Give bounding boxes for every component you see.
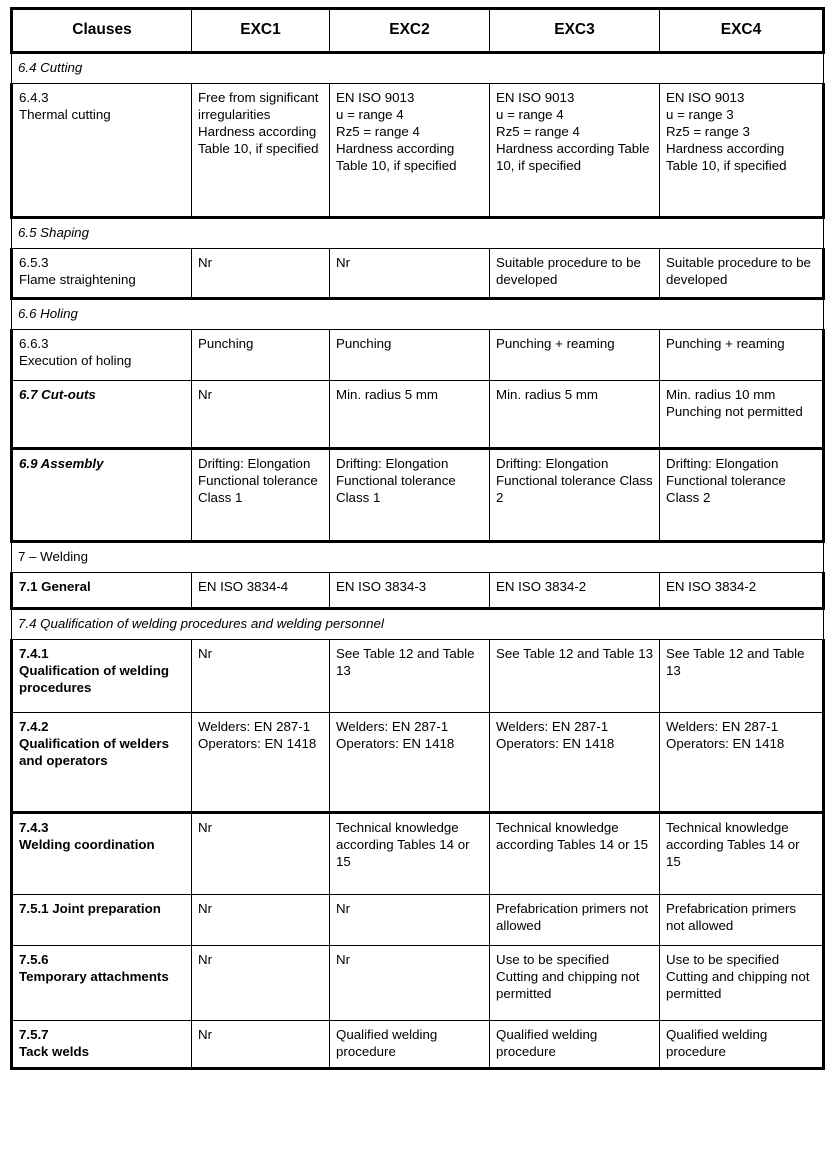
cell-text: Hardness according Table 10, if specified xyxy=(336,140,457,173)
cell-7-4-2-exc4 xyxy=(660,712,824,812)
cell-6-4-3-exc3 xyxy=(490,83,660,217)
column-header-clauses: Clauses xyxy=(12,9,192,53)
table-row-6-9 xyxy=(12,448,824,541)
section-heading-6-5-shaping: 6.5 Shaping xyxy=(12,217,824,248)
cell-text: Operators: EN 1418 xyxy=(336,735,455,751)
clause-number: 6.4.3 xyxy=(19,89,49,105)
cell-text: Drifting: Elongation Functional tolerance Class 2 xyxy=(666,455,786,505)
clause-title: Thermal cutting xyxy=(19,106,111,122)
cell-text: Qualified welding procedure xyxy=(336,1026,438,1059)
clause-number: 7.5.6 xyxy=(19,951,49,967)
cell-text: EN ISO 9013 xyxy=(496,89,575,105)
clause-cell-6-9 xyxy=(12,448,192,541)
table-row-7-4-3 xyxy=(12,812,824,894)
cell-text: Nr xyxy=(336,900,351,916)
cell-text: u = range 3 xyxy=(666,106,734,122)
table-container xyxy=(10,7,822,1070)
cell-7-5-1-exc2 xyxy=(330,894,490,945)
clause-cell-6-6-3 xyxy=(12,329,192,380)
cell-6-7-exc2 xyxy=(330,380,490,448)
cell-6-4-3-exc2 xyxy=(330,83,490,217)
cell-text: Technical knowledge according Tables 14 or 15 xyxy=(666,819,800,869)
cell-text: Min. radius 10 mm Punching not permitted xyxy=(666,386,803,419)
clause-title: Welding coordination xyxy=(19,836,155,852)
clause-title: Qualification of welders and operators xyxy=(19,735,169,768)
cell-7-5-6-exc2 xyxy=(330,945,490,1020)
section-heading-6-4-cutting: 6.4 Cutting xyxy=(12,52,824,83)
cell-text: Rz5 = range 4 xyxy=(336,123,420,139)
cell-text: Drifting: Elongation Functional tolerance Class 1 xyxy=(198,455,318,505)
cell-text: Prefabrication primers not allowed xyxy=(666,900,797,933)
cell-text: Suitable procedure to be developed xyxy=(496,254,641,287)
cell-text: Welders: EN 287-1 xyxy=(496,718,609,734)
cell-7-4-1-exc4 xyxy=(660,639,824,712)
cell-7-5-6-exc3 xyxy=(490,945,660,1020)
cell-text: See Table 12 and Table 13 xyxy=(666,645,805,678)
clause-cell-7-5-1 xyxy=(12,894,192,945)
cell-text: u = range 4 xyxy=(496,106,564,122)
cell-6-6-3-exc2 xyxy=(330,329,490,380)
section-heading-6-6-holing: 6.6 Holing xyxy=(12,298,824,329)
cell-7-4-2-exc3 xyxy=(490,712,660,812)
table-row-7-4-1 xyxy=(12,639,824,712)
table-row-6-4-3 xyxy=(12,83,824,217)
clause-cell-7-4-3 xyxy=(12,812,192,894)
cell-text: Use to be specified xyxy=(496,951,610,967)
cell-text: Nr xyxy=(336,951,351,967)
cell-text: EN ISO 9013 xyxy=(666,89,745,105)
section-header-row-7 xyxy=(12,541,824,572)
cell-7-4-1-exc2 xyxy=(330,639,490,712)
cell-text: Use to be specified xyxy=(666,951,780,967)
cell-text: Cutting and chipping not permitted xyxy=(666,968,810,1001)
clause-title: 7.5.1 Joint preparation xyxy=(19,900,161,916)
cell-text: Nr xyxy=(198,951,213,967)
cell-6-5-3-exc1 xyxy=(192,248,330,298)
cell-7-5-7-exc1 xyxy=(192,1020,330,1068)
column-header-exc1: EXC1 xyxy=(192,9,330,53)
cell-text: See Table 12 and Table 13 xyxy=(496,645,653,661)
clause-title: 6.9 Assembly xyxy=(19,455,104,471)
section-header-row-6-4 xyxy=(12,52,824,83)
clause-cell-7-1 xyxy=(12,572,192,608)
column-header-exc2: EXC2 xyxy=(330,9,490,53)
clause-title: Temporary attachments xyxy=(19,968,169,984)
clause-cell-6-5-3 xyxy=(12,248,192,298)
cell-text: Punching xyxy=(198,335,254,351)
cell-6-7-exc1 xyxy=(192,380,330,448)
clause-cell-6-4-3 xyxy=(12,83,192,217)
clause-number: 6.5.3 xyxy=(19,254,49,270)
execution-class-requirements-table xyxy=(10,7,825,1070)
table-row-6-7 xyxy=(12,380,824,448)
clause-title: Tack welds xyxy=(19,1043,89,1059)
cell-text: Min. radius 5 mm xyxy=(336,386,438,402)
cell-6-6-3-exc3 xyxy=(490,329,660,380)
cell-6-9-exc1 xyxy=(192,448,330,541)
clause-title: Execution of holing xyxy=(19,352,132,368)
table-row-7-1 xyxy=(12,572,824,608)
cell-text: Welders: EN 287-1 xyxy=(336,718,449,734)
cell-6-5-3-exc2 xyxy=(330,248,490,298)
cell-7-5-1-exc3 xyxy=(490,894,660,945)
clause-cell-7-5-7 xyxy=(12,1020,192,1068)
cell-text: Nr xyxy=(198,386,213,402)
clause-title: 6.7 Cut-outs xyxy=(19,386,96,402)
cell-7-5-1-exc1 xyxy=(192,894,330,945)
section-header-row-6-6 xyxy=(12,298,824,329)
cell-7-1-exc4 xyxy=(660,572,824,608)
cell-7-5-1-exc4 xyxy=(660,894,824,945)
cell-text: Technical knowledge according Tables 14 or 15 xyxy=(336,819,470,869)
clause-cell-6-7 xyxy=(12,380,192,448)
cell-text: EN ISO 3834-3 xyxy=(336,578,427,594)
cell-text: Prefabrication primers not allowed xyxy=(496,900,649,933)
clause-number: 7.4.1 xyxy=(19,645,49,661)
clause-title: Qualification of welding procedures xyxy=(19,662,169,695)
clause-number: 7.4.3 xyxy=(19,819,49,835)
cell-7-1-exc3 xyxy=(490,572,660,608)
cell-text: Punching + reaming xyxy=(496,335,615,351)
clause-title: Flame straightening xyxy=(19,271,136,287)
cell-6-5-3-exc3 xyxy=(490,248,660,298)
cell-text: Free from significant irregularities Hardness according Table 10, if specified xyxy=(198,89,319,156)
column-header-exc3: EXC3 xyxy=(490,9,660,53)
column-header-exc4: EXC4 xyxy=(660,9,824,53)
cell-text: Suitable procedure to be developed xyxy=(666,254,811,287)
cell-7-4-1-exc3 xyxy=(490,639,660,712)
cell-text: Qualified welding procedure xyxy=(496,1026,598,1059)
cell-text: Nr xyxy=(198,900,213,916)
cell-7-4-3-exc2 xyxy=(330,812,490,894)
cell-7-1-exc2 xyxy=(330,572,490,608)
cell-6-6-3-exc1 xyxy=(192,329,330,380)
clause-cell-7-5-6 xyxy=(12,945,192,1020)
clause-title: 7.1 General xyxy=(19,578,91,594)
cell-text: Nr xyxy=(198,645,213,661)
section-header-row-6-5 xyxy=(12,217,824,248)
cell-text: EN ISO 3834-2 xyxy=(496,578,587,594)
cell-text: Rz5 = range 3 xyxy=(666,123,750,139)
table-row-7-5-6 xyxy=(12,945,824,1020)
cell-text: Welders: EN 287-1 xyxy=(198,718,311,734)
table-row-6-5-3 xyxy=(12,248,824,298)
cell-text: Operators: EN 1418 xyxy=(496,735,615,751)
cell-text: Nr xyxy=(336,254,351,270)
cell-6-4-3-exc1 xyxy=(192,83,330,217)
cell-text: Punching xyxy=(336,335,392,351)
clause-cell-7-4-2 xyxy=(12,712,192,812)
cell-6-5-3-exc4 xyxy=(660,248,824,298)
section-header-row-7-4 xyxy=(12,608,824,639)
cell-7-4-2-exc2 xyxy=(330,712,490,812)
cell-7-5-6-exc4 xyxy=(660,945,824,1020)
cell-6-4-3-exc4 xyxy=(660,83,824,217)
cell-text: EN ISO 9013 xyxy=(336,89,415,105)
cell-6-7-exc4 xyxy=(660,380,824,448)
cell-7-4-2-exc1 xyxy=(192,712,330,812)
cell-text: Operators: EN 1418 xyxy=(666,735,785,751)
clause-cell-7-4-1 xyxy=(12,639,192,712)
cell-text: Nr xyxy=(198,1026,213,1042)
clause-number: 7.4.2 xyxy=(19,718,49,734)
cell-text: Cutting and chipping not permitted xyxy=(496,968,640,1001)
cell-text: Technical knowledge according Tables 14 or 15 xyxy=(496,819,649,852)
cell-text: Hardness according Table 10, if specified xyxy=(666,140,787,173)
cell-7-5-7-exc3 xyxy=(490,1020,660,1068)
cell-7-5-6-exc1 xyxy=(192,945,330,1020)
clause-number: 6.6.3 xyxy=(19,335,49,351)
cell-text: See Table 12 and Table 13 xyxy=(336,645,475,678)
table-row-7-5-1 xyxy=(12,894,824,945)
cell-text: Nr xyxy=(198,819,213,835)
clause-number: 7.5.7 xyxy=(19,1026,49,1042)
cell-text: Rz5 = range 4 xyxy=(496,123,580,139)
table-header-row xyxy=(12,9,824,53)
cell-text: Welders: EN 287-1 xyxy=(666,718,779,734)
cell-text: Nr xyxy=(198,254,213,270)
section-heading-7-welding: 7 – Welding xyxy=(12,541,824,572)
cell-6-9-exc3 xyxy=(490,448,660,541)
cell-text: Min. radius 5 mm xyxy=(496,386,598,402)
cell-6-7-exc3 xyxy=(490,380,660,448)
cell-7-5-7-exc2 xyxy=(330,1020,490,1068)
cell-text: Operators: EN 1418 xyxy=(198,735,317,751)
cell-6-6-3-exc4 xyxy=(660,329,824,380)
cell-7-4-1-exc1 xyxy=(192,639,330,712)
cell-6-9-exc2 xyxy=(330,448,490,541)
cell-7-4-3-exc1 xyxy=(192,812,330,894)
cell-text: EN ISO 3834-2 xyxy=(666,578,757,594)
cell-text: Qualified welding procedure xyxy=(666,1026,768,1059)
section-heading-7-4-qualification: 7.4 Qualification of welding procedures and welding personnel xyxy=(12,608,824,639)
table-row-7-5-7 xyxy=(12,1020,824,1068)
cell-7-5-7-exc4 xyxy=(660,1020,824,1068)
table-row-6-6-3 xyxy=(12,329,824,380)
cell-text: Hardness according Table 10, if specified xyxy=(496,140,650,173)
table-row-7-4-2 xyxy=(12,712,824,812)
cell-text: Drifting: Elongation Functional tolerance Class 1 xyxy=(336,455,456,505)
cell-7-4-3-exc4 xyxy=(660,812,824,894)
cell-text: Punching + reaming xyxy=(666,335,785,351)
cell-7-1-exc1 xyxy=(192,572,330,608)
cell-7-4-3-exc3 xyxy=(490,812,660,894)
cell-text: EN ISO 3834-4 xyxy=(198,578,289,594)
cell-text: Drifting: Elongation Functional tolerance Class 2 xyxy=(496,455,653,505)
cell-text: u = range 4 xyxy=(336,106,404,122)
cell-6-9-exc4 xyxy=(660,448,824,541)
